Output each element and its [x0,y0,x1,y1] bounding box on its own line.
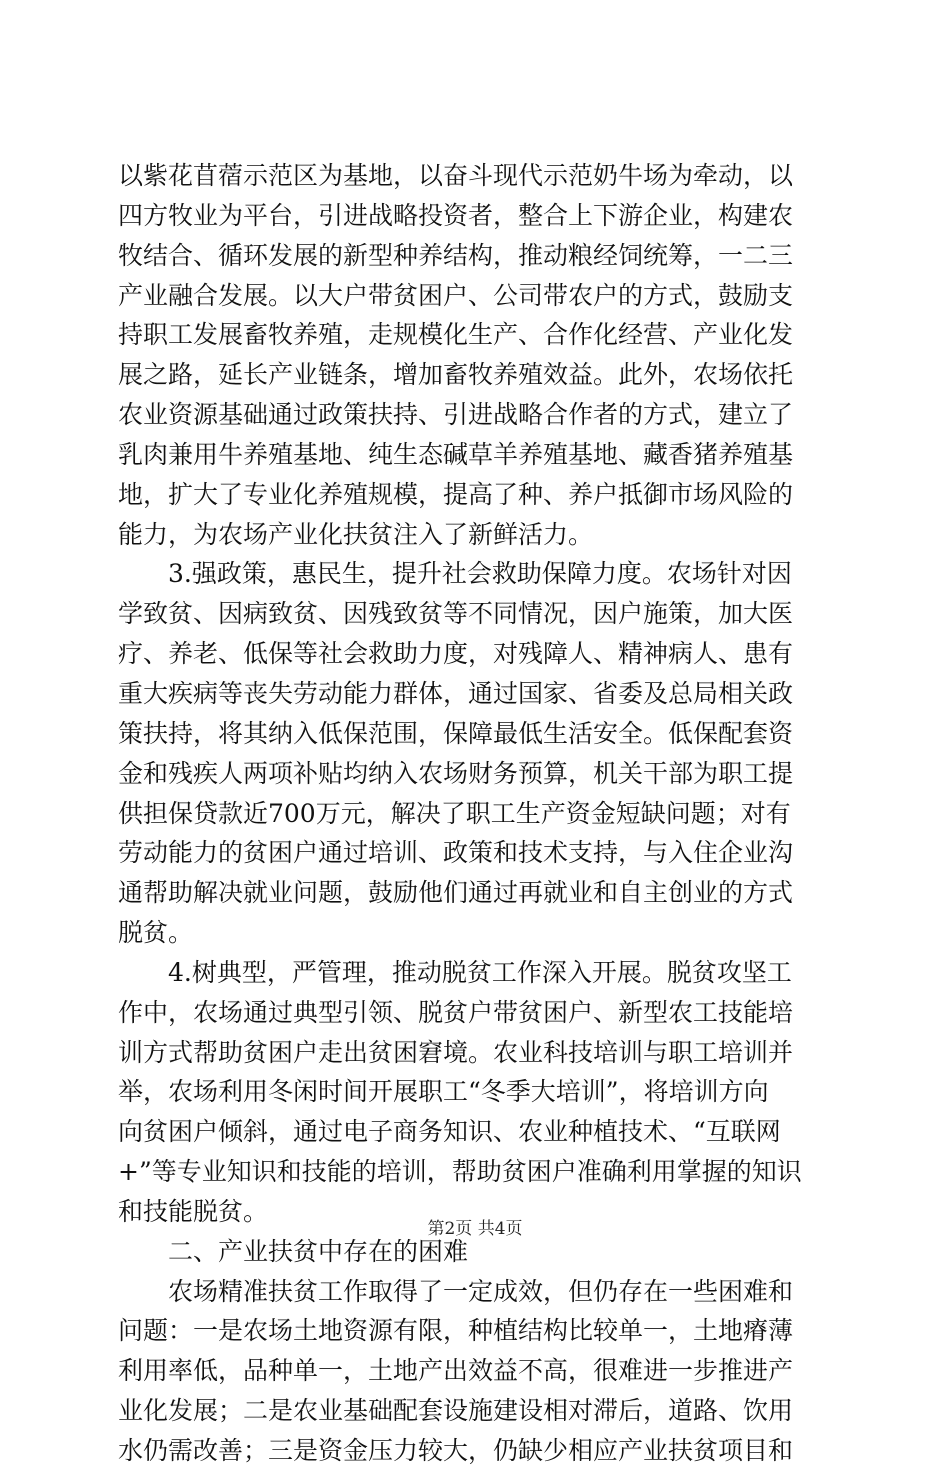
text-line: 重大疾病等丧失劳动能力群体，通过国家、省委及总局相关政 [118,678,794,708]
text-line: 乳肉兼用牛养殖基地、纯生态碱草羊养殖基地、藏香猪养殖基 [118,439,794,469]
text-line: 问题：一是农场土地资源有限，种植结构比较单一，土地瘠薄 [118,1316,794,1346]
text-line: 牧结合、循环发展的新型种养结构，推动粮经饲统筹，一二三 [118,240,794,270]
text-line: 和技能脱贫。 [118,1196,269,1226]
text-line: 脱贫。 [118,918,194,948]
text-line: 策扶持，将其纳入低保范围，保障最低生活安全。低保配套资 [118,718,794,748]
text-line: 供担保贷款近700万元，解决了职工生产资金短缺问题；对有 [118,798,791,828]
text-line: 3.强政策，惠民生，提升社会救助保障力度。农场针对因 [118,559,792,589]
text-line: 4.树典型，严管理，推动脱贫工作深入开展。脱贫攻坚工 [118,957,792,987]
body-text [118,156,836,1471]
text-line: 学致贫、因病致贫、因残致贫等不同情况，因户施策，加大医 [118,599,794,629]
text-line: 利用率低，品种单一，土地产出效益不高，很难进一步推进产 [118,1356,794,1386]
text-line: 能力，为农场产业化扶贫注入了新鲜活力。 [118,519,594,549]
text-line: +”等专业知识和技能的培训，帮助贫困户准确利用掌握的知识 [118,1157,802,1187]
page-footer [0,1217,950,1241]
text-line: 农场精准扶贫工作取得了一定成效，但仍存在一些困难和 [118,1276,794,1306]
text-line: 水仍需改善；三是资金压力较大，仍缺少相应产业扶贫项目和 [118,1436,794,1465]
section-heading: 二、产业扶贫中存在的困难 [118,1236,469,1266]
text-line: 业化发展；二是农业基础配套设施建设相对滞后，道路、饮用 [118,1396,794,1426]
text-line: 地，扩大了专业化养殖规模，提高了种、养户抵御市场风险的 [118,479,794,509]
text-line: 四方牧业为平台，引进战略投资者，整合上下游企业，构建农 [118,200,794,230]
text-line: 劳动能力的贫困户通过培训、政策和技术支持，与入住企业沟 [118,838,794,868]
page-number: 第2页 共4页 [427,1219,523,1239]
text-line: 训方式帮助贫困户走出贫困窘境。农业科技培训与职工培训并 [118,1037,794,1067]
text-line: 农业资源基础通过政策扶持、引进战略合作者的方式，建立了 [118,400,794,430]
text-line: 展之路，延长产业链条，增加畜牧养殖效益。此外，农场依托 [118,360,794,390]
text-line: 通帮助解决就业问题，鼓励他们通过再就业和自主创业的方式 [118,878,794,908]
text-line: 作中，农场通过典型引领、脱贫户带贫困户、新型农工技能培 [118,997,794,1027]
text-line: 持职工发展畜牧养殖，走规模化生产、合作化经营、产业化发 [118,320,794,350]
text-line: 向贫困户倾斜，通过电子商务知识、农业种植技术、“互联网 [118,1117,781,1147]
text-line: 产业融合发展。以大户带贫困户、公司带农户的方式，鼓励支 [118,280,794,310]
text-line: 金和残疾人两项补贴均纳入农场财务预算，机关干部为职工提 [118,758,794,788]
text-line: 以紫花苜蓿示范区为基地，以奋斗现代示范奶牛场为牵动，以 [118,161,794,190]
text-line: 疗、养老、低保等社会救助力度，对残障人、精神病人、患有 [118,639,794,669]
text-line: 举，农场利用冬闲时间开展职工“冬季大培训”，将培训方向 [118,1077,769,1107]
